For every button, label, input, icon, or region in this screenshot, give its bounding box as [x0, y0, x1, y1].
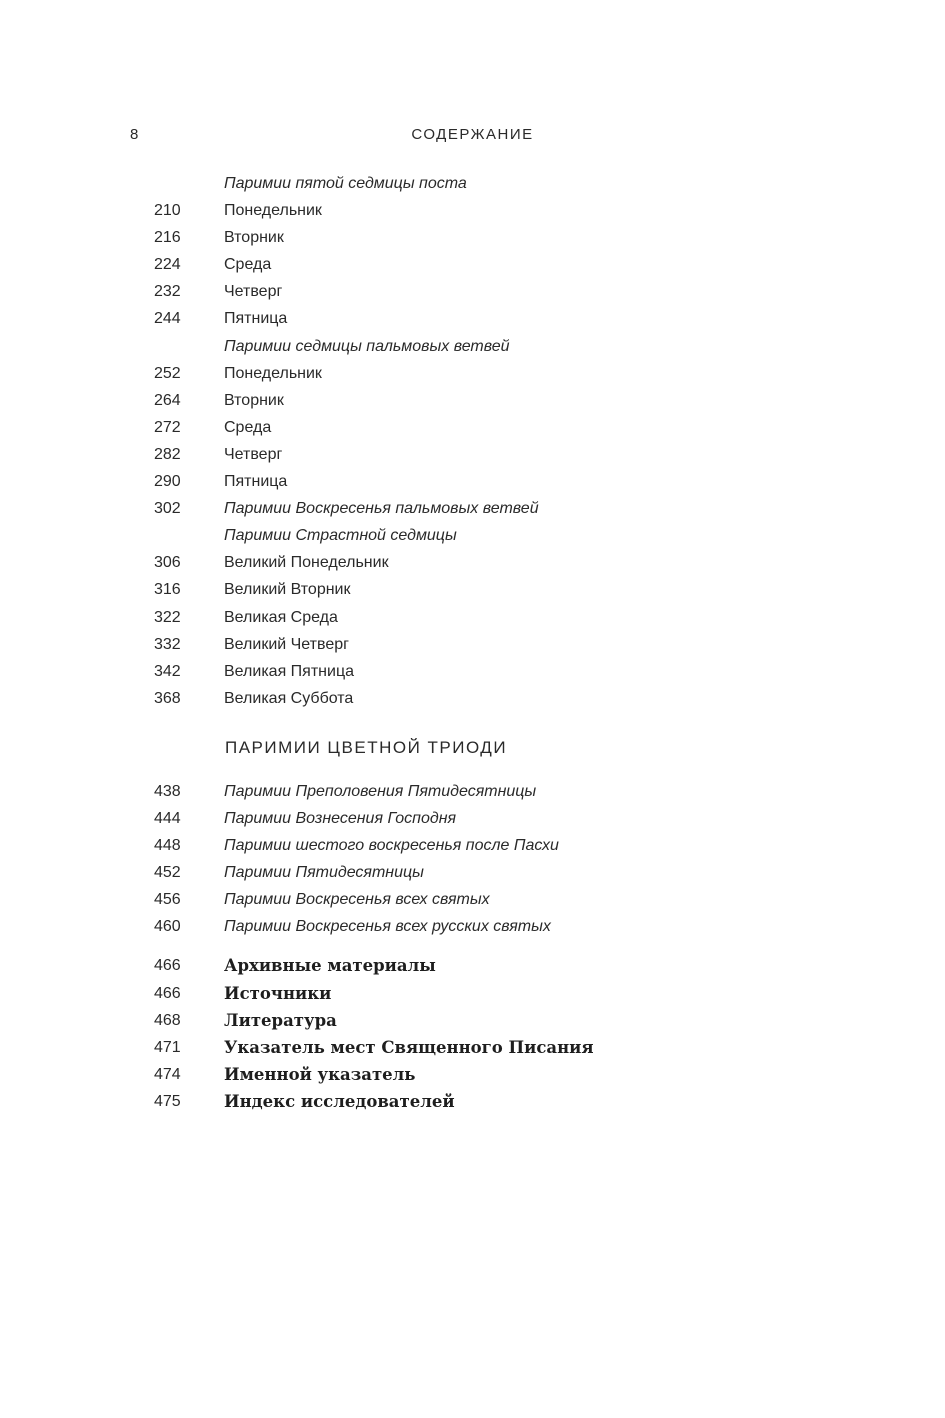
toc-entry	[0, 859, 945, 886]
toc-entry-title: Паримии Воскресенья пальмовых ветвей	[224, 500, 539, 518]
toc-entry-title: Среда	[224, 256, 272, 274]
toc-entry-page: 244	[154, 310, 181, 328]
toc-entry-page: 438	[154, 782, 181, 800]
toc-entry-title: Вторник	[224, 391, 284, 409]
toc-entry-page: 282	[154, 445, 181, 463]
toc-entry-page: 466	[154, 984, 181, 1002]
toc-group-3	[0, 952, 945, 1115]
toc-entry-title: Понедельник	[224, 364, 322, 382]
toc-entry-title: Индекс исследователей	[224, 1091, 455, 1111]
toc-entry-title: Великая Суббота	[224, 689, 354, 707]
toc-entry	[0, 1034, 945, 1061]
toc-entry-page: 474	[154, 1065, 181, 1083]
running-head: СОДЕРЖАНИЕ	[411, 126, 534, 143]
toc-entry	[0, 576, 945, 603]
page-number: 8	[130, 126, 139, 143]
toc-entry-title: Паримии Воскресенья всех русских святых	[224, 918, 551, 936]
toc-entry	[0, 952, 945, 979]
toc-entry-page: 306	[154, 554, 181, 572]
toc-entry-title: Вторник	[224, 229, 284, 247]
toc-entry	[0, 197, 945, 224]
toc-entry-title: Паримии Пятидесятницы	[224, 864, 424, 882]
toc-entry-page: 342	[154, 662, 181, 680]
toc-entry-title: Пятница	[224, 310, 288, 328]
toc-entry-title: Великая Среда	[224, 608, 338, 626]
toc-entry-page: 368	[154, 689, 181, 707]
toc-entry-title: Великий Вторник	[224, 581, 351, 599]
toc-entry-page: 232	[154, 283, 181, 301]
toc-entry-page: 322	[154, 608, 181, 626]
toc-entry-page: 332	[154, 635, 181, 653]
toc-entry-page: 448	[154, 837, 181, 855]
toc-group-2	[0, 778, 945, 941]
toc-entry-page: 475	[154, 1092, 181, 1110]
toc-entry	[0, 886, 945, 913]
toc-entry	[0, 778, 945, 805]
toc-entry	[0, 360, 945, 387]
toc-entry	[0, 685, 945, 712]
toc-entry-title: Именной указатель	[224, 1064, 416, 1084]
toc-entry-title: Великая Пятница	[224, 662, 354, 680]
toc-entry-title: Великий Четверг	[224, 635, 349, 653]
toc-entry	[0, 631, 945, 658]
toc-entry	[0, 1007, 945, 1034]
toc-entry-title: Пятница	[224, 473, 288, 491]
toc-entry-title: Источники	[224, 983, 332, 1003]
toc-entry-page: 466	[154, 957, 181, 975]
toc-entry	[0, 549, 945, 576]
toc-entry	[0, 468, 945, 495]
toc-entry	[0, 658, 945, 685]
toc-entry-title: Четверг	[224, 445, 283, 463]
table-of-contents	[0, 170, 945, 1115]
toc-entry-title: Паримии Страстной седмицы	[224, 527, 457, 545]
toc-entry-title: Паримии Вознесения Господня	[224, 809, 457, 827]
toc-entry	[0, 604, 945, 631]
toc-entry-page: 468	[154, 1011, 181, 1029]
section-heading	[0, 712, 945, 778]
toc-entry	[0, 387, 945, 414]
toc-entry-title: Великий Понедельник	[224, 554, 389, 572]
toc-entry	[0, 805, 945, 832]
toc-entry	[0, 170, 945, 197]
toc-entry-page: 456	[154, 891, 181, 909]
section-heading-text: ПАРИМИИ ЦВЕТНОЙ ТРИОДИ	[225, 737, 508, 757]
toc-entry-page: 224	[154, 256, 181, 274]
toc-entry	[0, 1088, 945, 1115]
toc-entry-title: Среда	[224, 418, 272, 436]
toc-entry-title: Паримии Преполовения Пятидесятницы	[224, 782, 537, 800]
toc-entry-page: 216	[154, 229, 181, 247]
toc-entry-page: 290	[154, 473, 181, 491]
toc-entry	[0, 495, 945, 522]
toc-entry-title: Паримии шестого воскресенья после Пасхи	[224, 837, 559, 855]
toc-entry-title: Архивные материалы	[224, 956, 436, 976]
toc-entry-title: Паримии пятой седмицы поста	[224, 175, 467, 192]
toc-entry-page: 272	[154, 418, 181, 436]
toc-entry	[0, 251, 945, 278]
toc-entry-page: 316	[154, 581, 181, 599]
toc-entry-title: Паримии седмицы пальмовых ветвей	[224, 337, 510, 355]
toc-entry	[0, 278, 945, 305]
toc-entry	[0, 305, 945, 332]
group-spacer	[0, 940, 945, 952]
toc-entry-title: Паримии Воскресенья всех святых	[224, 891, 490, 909]
toc-entry	[0, 414, 945, 441]
toc-entry-page: 471	[154, 1038, 181, 1056]
toc-entry	[0, 980, 945, 1007]
toc-entry-page: 460	[154, 918, 181, 936]
toc-entry-page: 452	[154, 864, 181, 882]
toc-entry-title: Литература	[224, 1010, 337, 1030]
toc-entry-title: Четверг	[224, 283, 283, 301]
toc-entry	[0, 441, 945, 468]
toc-entry-page: 302	[154, 500, 181, 518]
toc-entry	[0, 522, 945, 549]
toc-entry-page: 264	[154, 391, 181, 409]
toc-entry-page: 210	[154, 202, 181, 220]
toc-entry	[0, 832, 945, 859]
toc-entry	[0, 333, 945, 360]
toc-entry-page: 252	[154, 364, 181, 382]
toc-entry-page: 444	[154, 809, 181, 827]
toc-entry-title: Указатель мест Священного Писания	[224, 1037, 594, 1057]
toc-entry	[0, 913, 945, 940]
toc-entry	[0, 224, 945, 251]
toc-entry	[0, 1061, 945, 1088]
toc-group-1	[0, 170, 945, 712]
toc-entry-title: Понедельник	[224, 202, 322, 220]
